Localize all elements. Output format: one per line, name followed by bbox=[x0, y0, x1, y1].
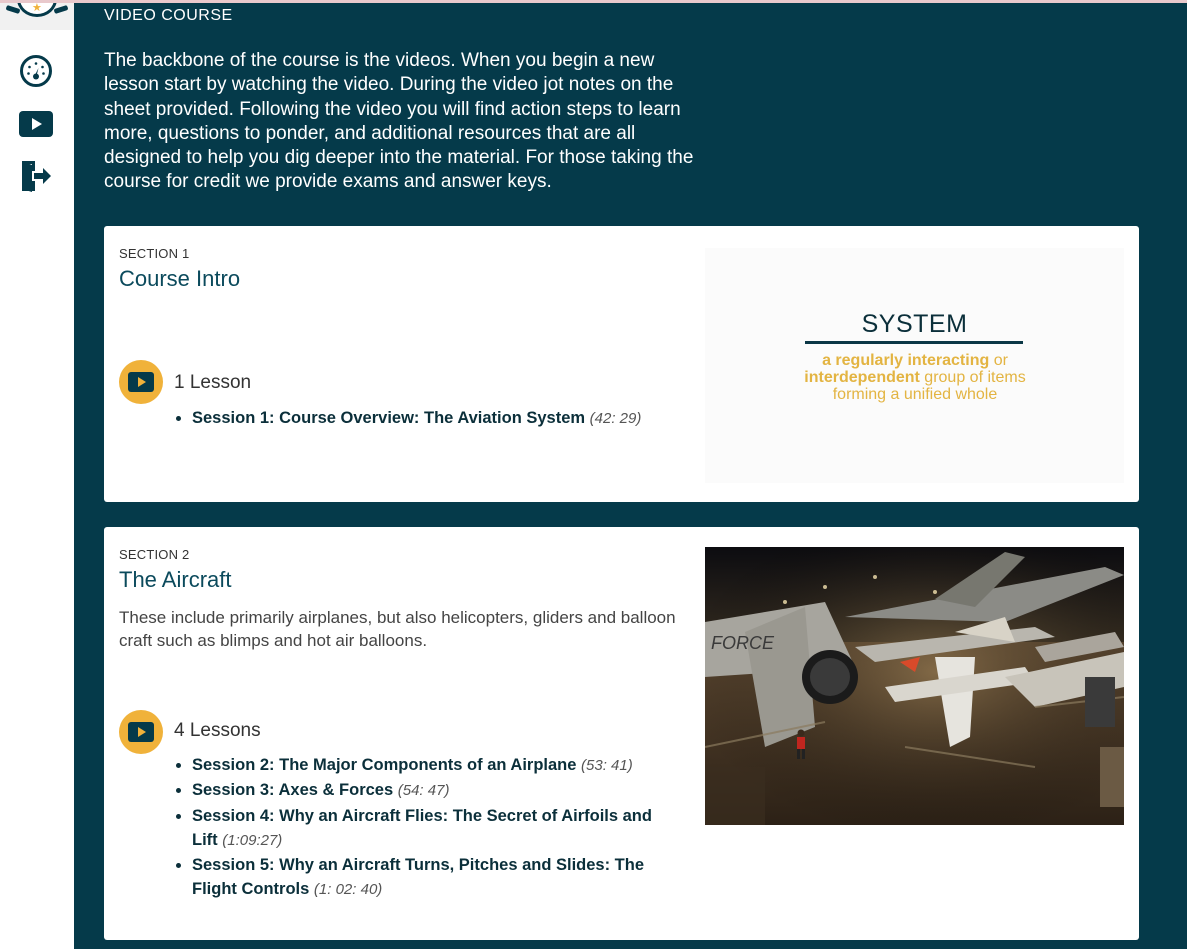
session-title[interactable]: Session 4: Why an Aircraft Flies: The Secret of Airfoils and Lift bbox=[192, 806, 652, 849]
thumbnail-definition bbox=[765, 352, 1065, 403]
session-item[interactable] bbox=[192, 753, 682, 778]
thumbnail-title: SYSTEM bbox=[861, 310, 968, 338]
dashboard-icon[interactable] bbox=[18, 53, 54, 89]
session-list bbox=[174, 406, 682, 431]
logo[interactable] bbox=[0, 3, 74, 30]
session-list bbox=[174, 753, 682, 903]
section-description: These include primarily airplanes, but also helicopters, gliders and balloon craft such as blimps and hot air balloons. bbox=[119, 608, 676, 650]
session-item[interactable] bbox=[192, 804, 682, 854]
session-duration: (1: 02: 40) bbox=[313, 881, 383, 899]
thumbnail-divider bbox=[805, 341, 1023, 344]
definition-text-2: group of items bbox=[919, 369, 1026, 386]
play-icon[interactable] bbox=[119, 710, 163, 754]
section-title[interactable]: Course Intro bbox=[119, 266, 241, 291]
section-title[interactable]: The Aircraft bbox=[119, 567, 232, 592]
session-item[interactable] bbox=[192, 778, 682, 803]
session-title[interactable]: Session 5: Why an Aircraft Turns, Pitches and Slides: The Flight Controls bbox=[192, 856, 645, 899]
session-duration: (54: 47) bbox=[397, 782, 450, 800]
intro-paragraph: The backbone of the course is the videos. When you begin a new lesson start by watching the video. During the video jot notes on the sheet provided. Following the video you will find action steps to learn more, questions to ponder, and additional resources that are all designed to help you dig deeper into the material. For those taking the course for credit we provide exams and answer keys. bbox=[104, 50, 694, 193]
session-item[interactable] bbox=[192, 406, 682, 431]
star-icon: ★ bbox=[32, 3, 42, 14]
section-card-2 bbox=[104, 527, 1139, 940]
play-icon[interactable] bbox=[119, 360, 163, 404]
session-duration: (53: 41) bbox=[581, 757, 633, 774]
page-kicker: VIDEO COURSE bbox=[104, 7, 233, 24]
session-duration: (1:09:27) bbox=[222, 831, 283, 849]
fuselage-text: FORCE bbox=[711, 633, 774, 653]
definition-bold-1: a regularly interacting bbox=[822, 352, 990, 369]
lesson-count: 4 Lessons bbox=[174, 720, 261, 741]
session-item[interactable] bbox=[192, 853, 682, 903]
main-content bbox=[74, 3, 1187, 949]
section-thumbnail[interactable] bbox=[705, 248, 1124, 483]
logo-wing-right bbox=[54, 5, 69, 14]
section-label: SECTION 2 bbox=[119, 547, 190, 562]
section-card-1 bbox=[104, 226, 1139, 502]
exit-icon[interactable] bbox=[18, 158, 54, 194]
sidebar bbox=[0, 3, 74, 949]
section-thumbnail[interactable] bbox=[705, 547, 1124, 825]
hangar-photo bbox=[705, 547, 1124, 825]
session-title[interactable]: Session 2: The Major Components of an Airplane bbox=[192, 756, 577, 774]
session-title[interactable]: Session 1: Course Overview: The Aviation System bbox=[192, 409, 586, 427]
video-icon[interactable] bbox=[18, 106, 54, 142]
definition-text-3: forming a unified whole bbox=[832, 386, 998, 403]
definition-text-1: or bbox=[989, 352, 1008, 369]
session-duration: (42: 29) bbox=[589, 410, 642, 427]
lesson-count: 1 Lesson bbox=[174, 372, 252, 393]
definition-bold-2: interdependent bbox=[804, 369, 920, 386]
session-title[interactable]: Session 3: Axes & Forces bbox=[192, 781, 394, 800]
section-label: SECTION 1 bbox=[119, 246, 190, 261]
